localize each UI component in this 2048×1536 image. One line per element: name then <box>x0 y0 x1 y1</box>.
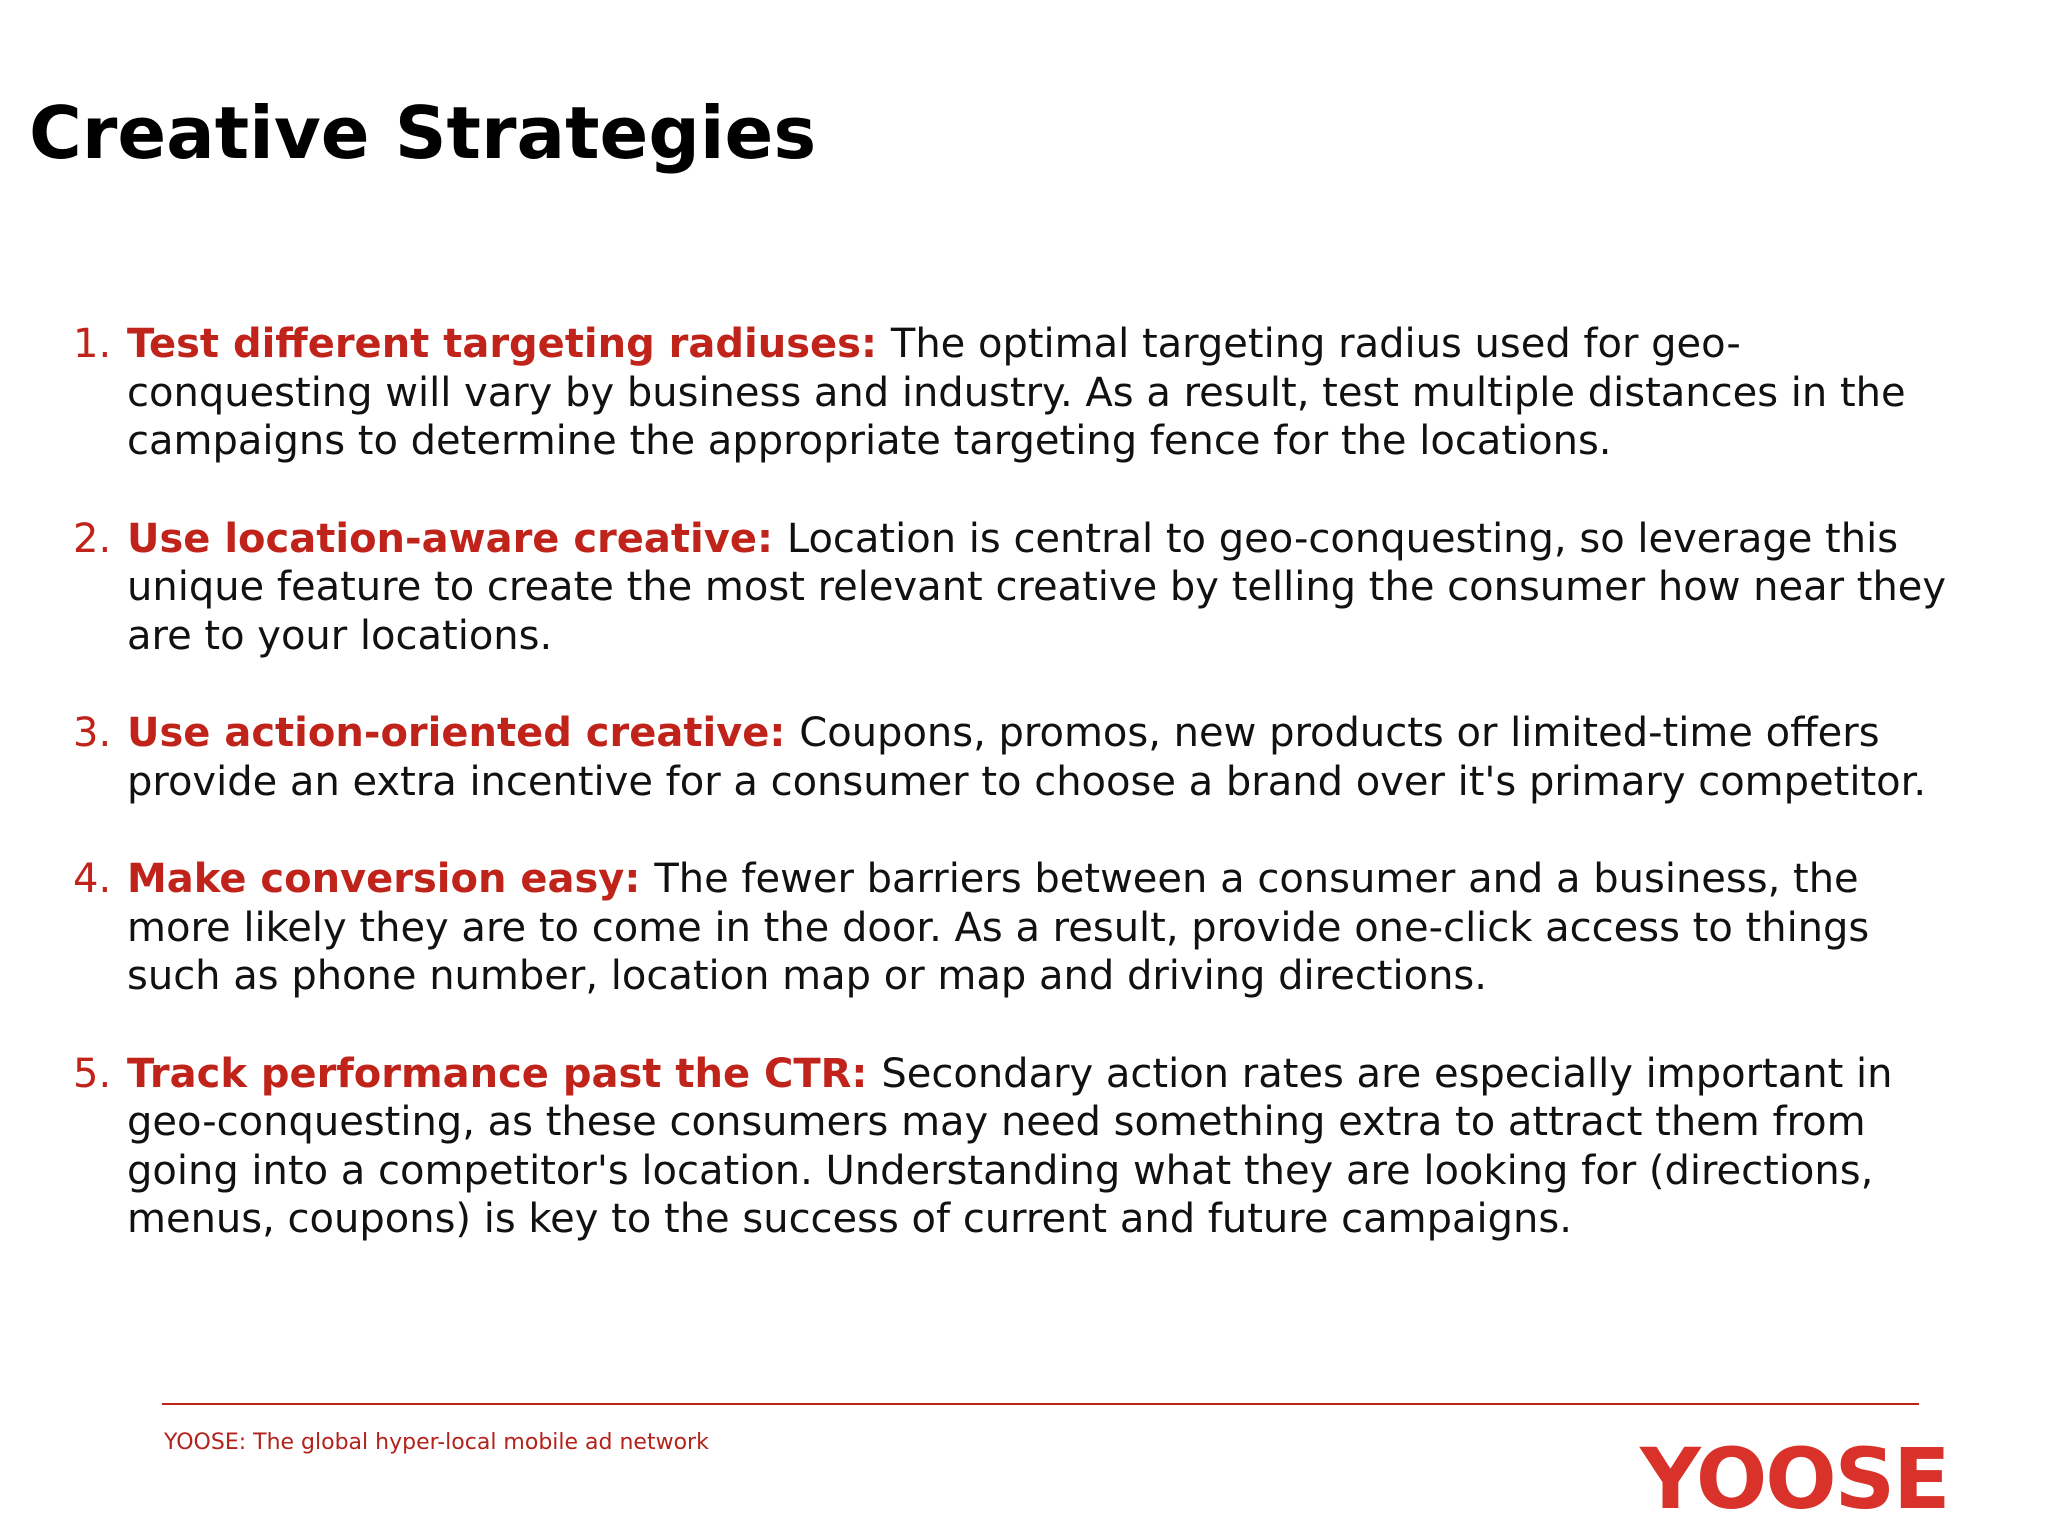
strategy-text: The optimal targeting radius used for geo-conquesting will vary by business and industry. As a result, test multiple distances in the campaigns to determine the appropriate targeting fence for the locations. <box>127 321 1906 464</box>
slide-title: Creative Strategies <box>29 91 817 175</box>
strategy-text: Secondary action rates are especially important in geo-conquesting, as these consumers may need something extra to attract them from going into a competitor's location. Understanding what they are looking for (directions, menus, coupons) is key to the success of current and future campaigns. <box>127 1050 1893 1242</box>
strategy-text: Coupons, promos, new products or limited-time offers provide an extra incentive for a consumer to choose a brand over it's primary competitor. <box>127 710 1927 805</box>
strategy-item <box>73 1050 1973 1244</box>
strategy-number: 2. <box>73 515 112 562</box>
strategy-number: 4. <box>73 856 112 902</box>
strategy-number: 5. <box>73 1050 112 1097</box>
strategy-heading: Use location-aware creative: <box>127 515 787 562</box>
yoose-logo: YOOSE <box>1640 1430 1949 1528</box>
strategy-item <box>73 515 1973 661</box>
footer-divider <box>162 1403 1919 1405</box>
strategy-item <box>73 320 1973 466</box>
strategy-heading: Test different targeting radiuses: <box>127 321 891 367</box>
strategy-number: 1. <box>73 321 112 367</box>
strategy-list <box>73 320 1973 1293</box>
strategy-item <box>73 709 1973 806</box>
footer-tagline: YOOSE: The global hyper-local mobile ad network <box>164 1430 709 1455</box>
strategy-heading: Use action-oriented creative: <box>127 710 800 756</box>
strategy-heading: Track performance past the CTR: <box>127 1050 882 1097</box>
strategy-number: 3. <box>73 710 112 756</box>
strategy-heading: Make conversion easy: <box>127 856 655 902</box>
strategy-text: The fewer barriers between a consumer and a business, the more likely they are to come in the door. As a result, provide one-click access to things such as phone number, location map or map and driving directions. <box>127 856 1870 999</box>
strategy-item <box>73 855 1973 1001</box>
strategy-text: Location is central to geo-conquesting, so leverage this unique feature to create the most relevant creative by telling the consumer how near they are to your locations. <box>127 515 1947 659</box>
